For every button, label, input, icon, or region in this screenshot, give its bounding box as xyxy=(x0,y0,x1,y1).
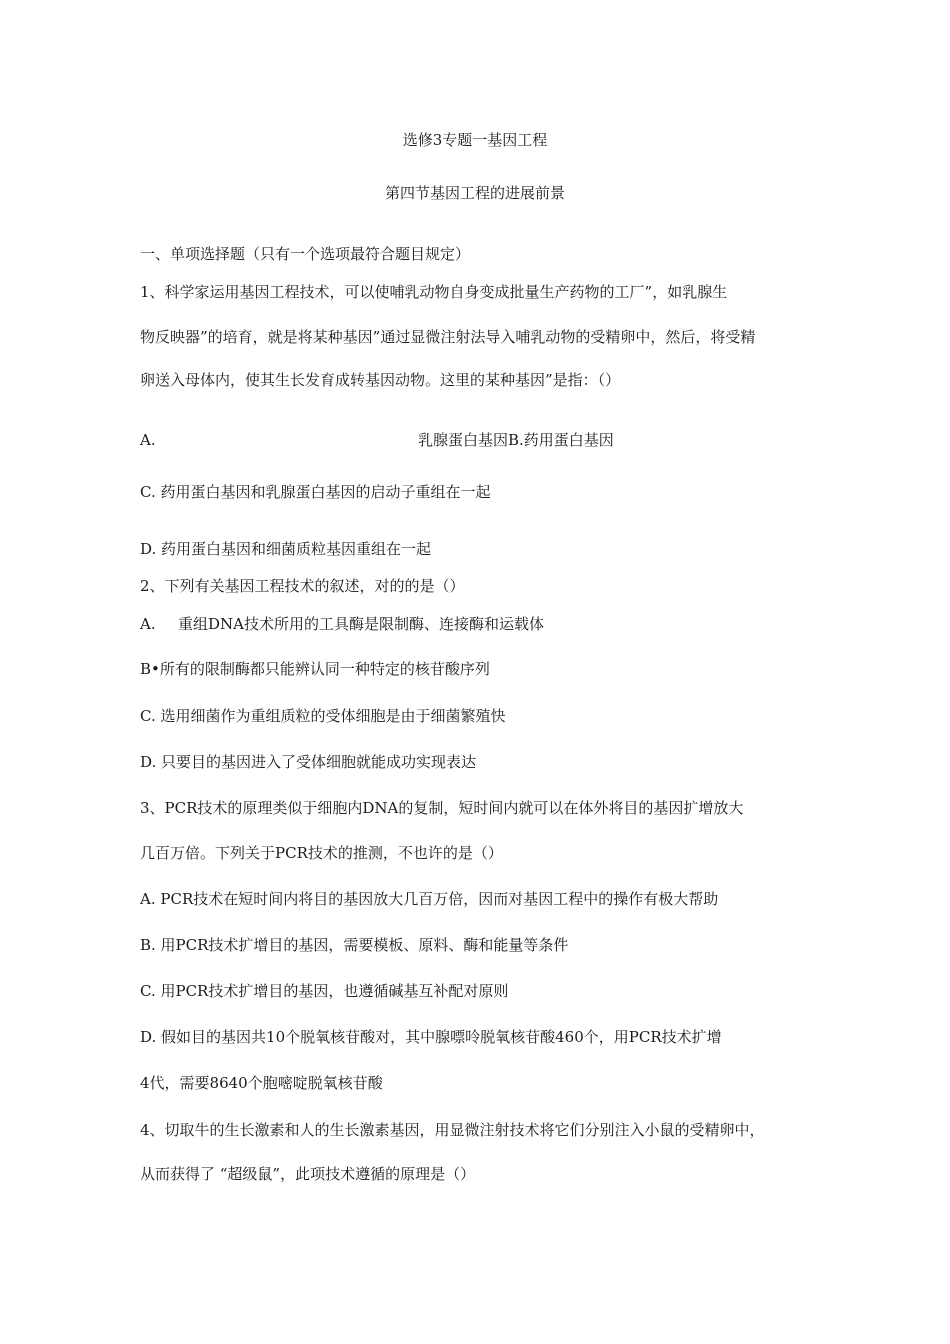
q1-option-ab-text: 乳腺蛋白基因B.药用蛋白基因 xyxy=(418,431,614,449)
q2-option-c: C. 选用细菌作为重组质粒的受体细胞是由于细菌繁殖快 xyxy=(140,707,506,725)
q1-option-a-label: A. xyxy=(140,431,156,449)
section-heading: 一、单项选择题（只有一个选项最符合题目规定） xyxy=(140,245,471,263)
q2-option-d: D. 只要目的基因进入了受体细胞就能成功实现表达 xyxy=(140,753,477,771)
q3-stem-line-1: 3、PCR技术的原理类似于细胞内DNA的复制，短时间内就可以在体外将目的基因扩增放大 xyxy=(140,799,744,817)
q1-option-c: C. 药用蛋白基因和乳腺蛋白基因的启动子重组在一起 xyxy=(140,483,491,501)
q1-option-ab xyxy=(140,429,614,451)
section-subtitle: 第四节基因工程的进展前景 xyxy=(384,184,565,202)
q1-stem-line-1: 1、科学家运用基因工程技术，可以使哺乳动物自身变成批量生产药物的工厂”，如乳腺生 xyxy=(140,283,728,301)
q1-option-d: D. 药用蛋白基因和细菌质粒基因重组在一起 xyxy=(140,540,432,558)
q2-option-b: B•所有的限制酶都只能辨认同一种特定的核苷酸序列 xyxy=(140,660,490,678)
q1-stem-line-2: 物反映器”的培育，就是将某种基因”通过显微注射法导入哺乳动物的受精卵中，然后，将受精 xyxy=(140,328,756,346)
q3-option-b: B. 用PCR技术扩增目的基因，需要模板、原料、酶和能量等条件 xyxy=(140,936,569,954)
q3-stem-line-2: 几百万倍。下列关于PCR技术的推测，不也许的是（） xyxy=(140,844,503,862)
q3-option-d-line-1: D. 假如目的基因共10个脱氧核苷酸对，其中腺嘌呤脱氧核苷酸460个，用PCR技术扩增 xyxy=(140,1028,722,1046)
q4-stem-line-2: 从而获得了 “超级鼠”，此项技术遵循的原理是（） xyxy=(140,1165,476,1183)
q3-option-c: C. 用PCR技术扩增目的基因，也遵循碱基互补配对原则 xyxy=(140,982,509,1000)
q2-option-a-text: 重组DNA技术所用的工具酶是限制酶、连接酶和运载体 xyxy=(178,615,544,633)
q4-stem-line-1: 4、切取牛的生长激素和人的生长激素基因，用显微注射技术将它们分别注入小鼠的受精卵中， xyxy=(140,1121,765,1139)
q1-stem-line-3: 卵送入母体内，使其生长发育成转基因动物。这里的某种基因”是指：（） xyxy=(140,371,621,389)
q2-option-a xyxy=(140,613,544,635)
q2-stem: 2、下列有关基因工程技术的叙述，对的的是（） xyxy=(140,577,465,595)
q3-option-d-line-2: 4代，需要8640个胞嘧啶脱氧核苷酸 xyxy=(140,1074,383,1092)
document-title: 选修3专题一基因工程 xyxy=(402,131,548,149)
q2-option-a-label: A. xyxy=(140,615,156,633)
q3-option-a: A. PCR技术在短时间内将目的基因放大几百万倍，因而对基因工程中的操作有极大帮助 xyxy=(140,890,719,908)
